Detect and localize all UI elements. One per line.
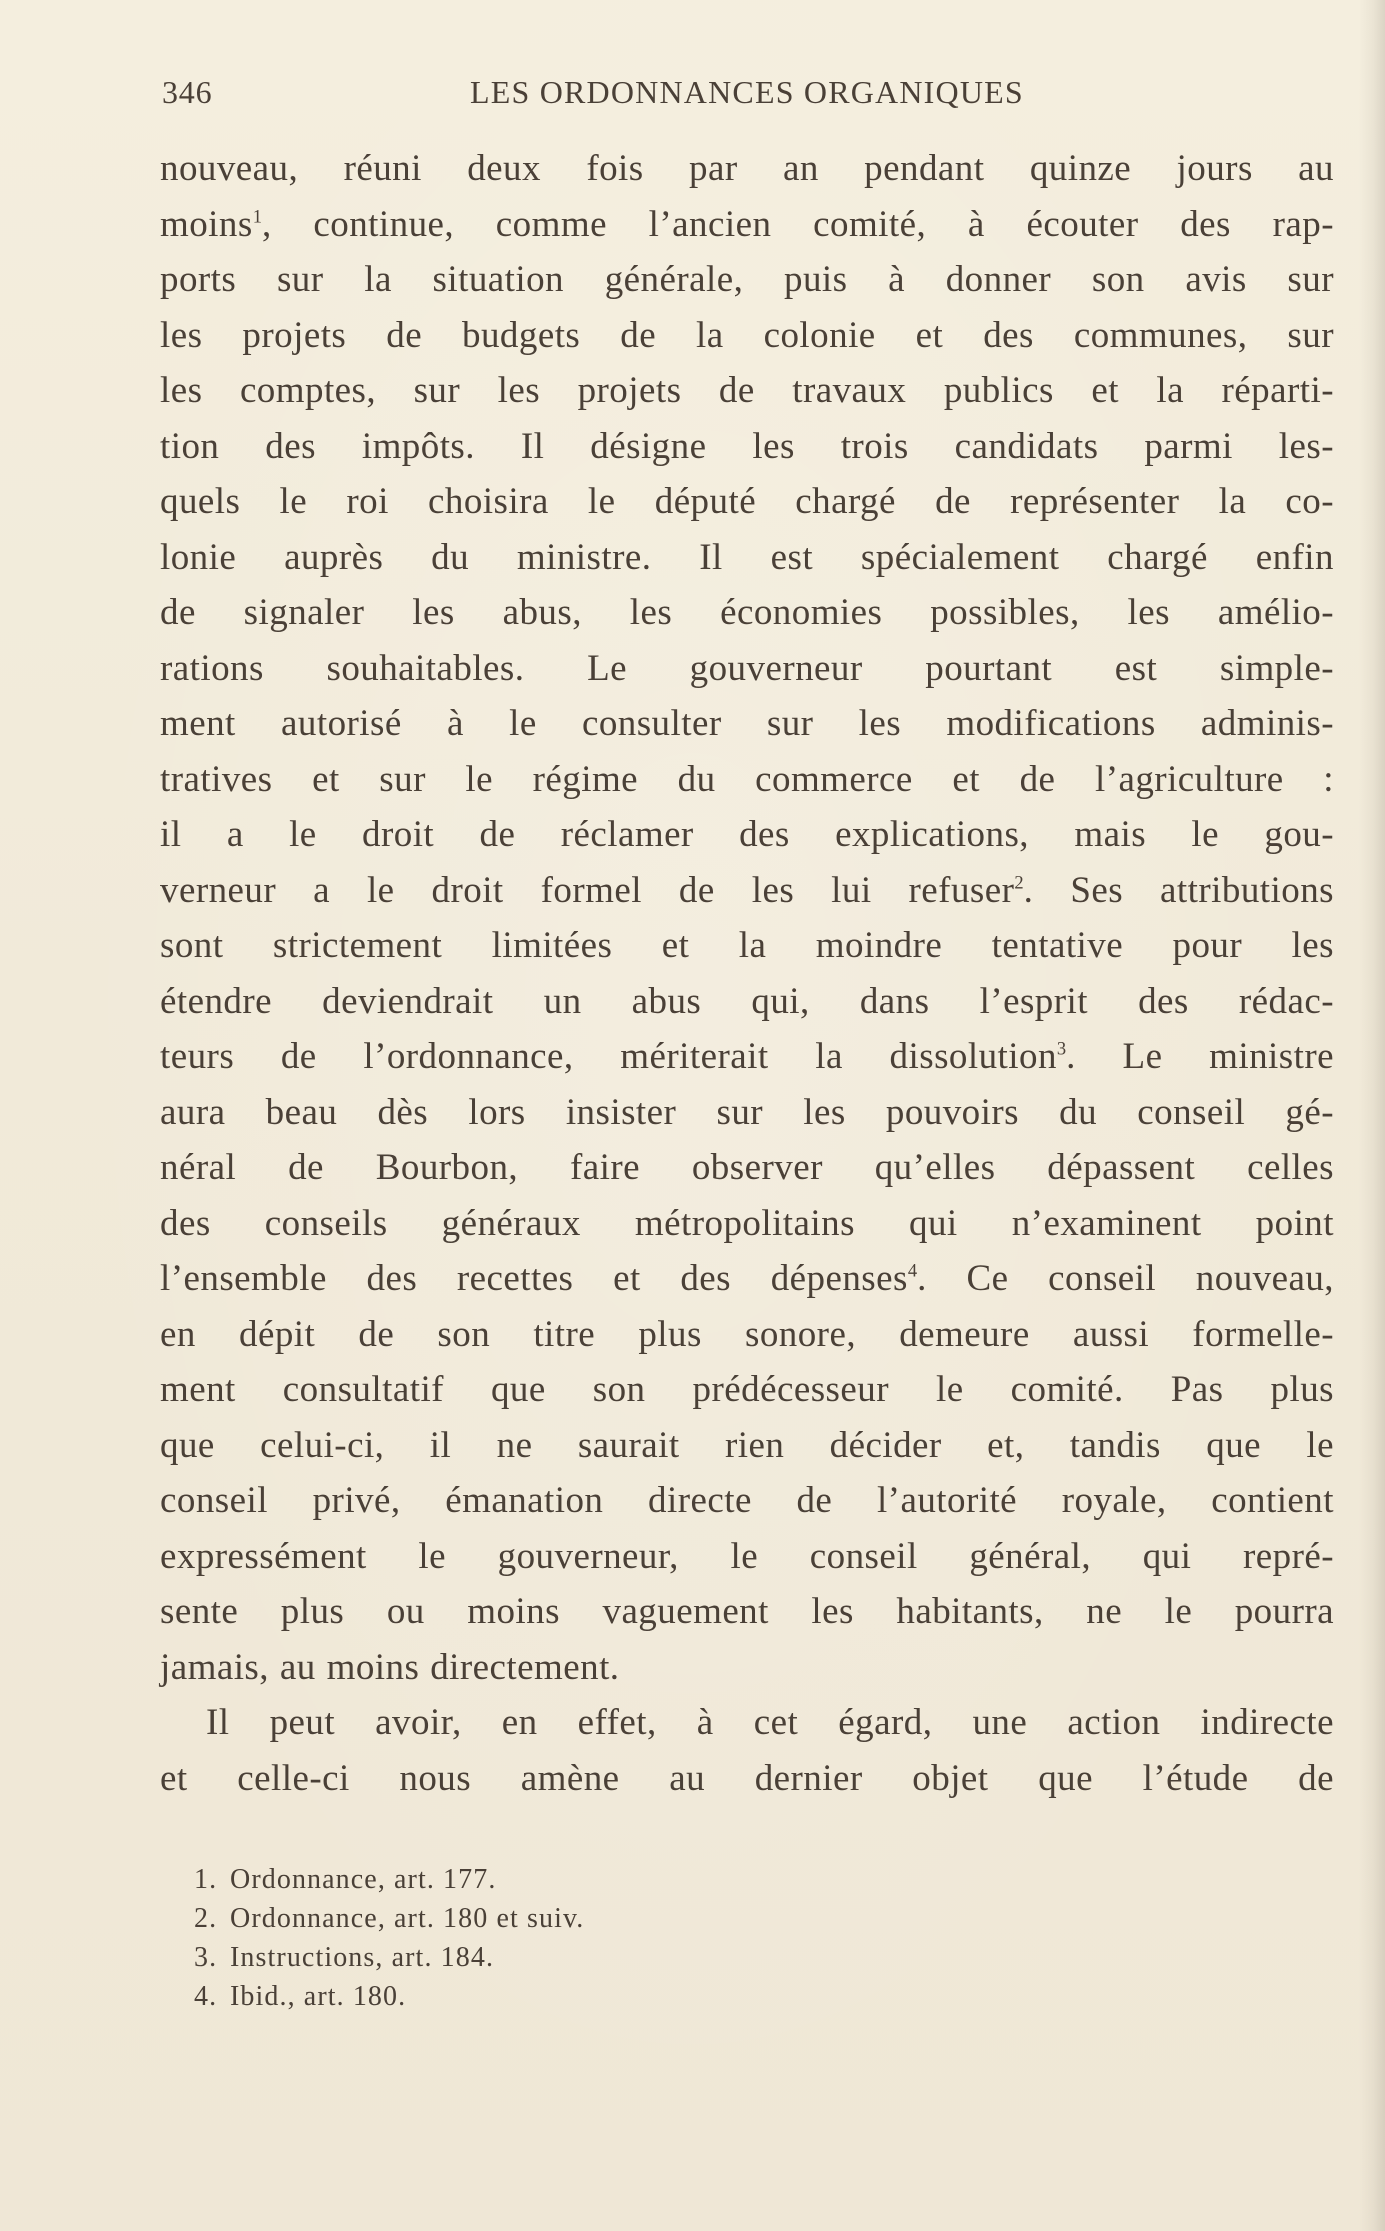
footnote-number: 4. bbox=[194, 1981, 218, 2012]
text-line: étendre deviendrait un abus qui, dans l’esprit des rédac- bbox=[160, 980, 1334, 1022]
text-line: ment consultatif que son prédécesseur le comité. Pas plus bbox=[160, 1369, 1334, 1410]
footnote-text: Ibid., art. 180. bbox=[230, 1981, 407, 2012]
text-fragment: l’ensemble des recettes et des dépenses bbox=[160, 1258, 908, 1299]
text-line bbox=[160, 1251, 1334, 1307]
text-line: tion des impôts. Il désigne les trois candidats parmi les- bbox=[160, 425, 1334, 467]
page-edge-shadow bbox=[1359, 0, 1385, 2231]
footnote bbox=[194, 1860, 994, 1899]
footnote-reference: 2 bbox=[1014, 873, 1024, 894]
main-text bbox=[160, 141, 1334, 1806]
text-fragment: , continue, comme l’ancien comité, à écouter des rap- bbox=[261, 203, 1334, 245]
text-fragment: . Ce conseil nouveau, bbox=[917, 1258, 1334, 1299]
footnote-number: 1. bbox=[194, 1864, 218, 1895]
text-line: expressément le gouverneur, le conseil général, qui repré- bbox=[160, 1535, 1334, 1577]
text-line: et celle-ci nous amène au dernier objet que l’étude de bbox=[160, 1757, 1334, 1799]
text-line: Il peut avoir, en effet, à cet égard, une action indirecte bbox=[206, 1702, 1334, 1743]
footnote-number: 2. bbox=[194, 1903, 218, 1934]
text-line: les comptes, sur les projets de travaux publics et la réparti- bbox=[160, 370, 1334, 411]
text-line bbox=[160, 863, 1334, 919]
text-fragment: teurs de l’ordonnance, mériterait la dissolution bbox=[160, 1036, 1057, 1077]
text-line: néral de Bourbon, faire observer qu’elles dépassent celles bbox=[160, 1147, 1334, 1188]
text-line: il a le droit de réclamer des explications, mais le gou- bbox=[160, 814, 1334, 855]
text-line: conseil privé, émanation directe de l’autorité royale, contient bbox=[160, 1480, 1334, 1521]
text-fragment: . Ses attributions bbox=[1023, 869, 1334, 911]
page-header bbox=[162, 74, 1336, 114]
text-line: en dépit de son titre plus sonore, demeure aussi formelle- bbox=[160, 1313, 1334, 1355]
text-line bbox=[160, 197, 1334, 253]
text-line: que celui-ci, il ne saurait rien décider et, tandis que le bbox=[160, 1424, 1334, 1466]
footnote-reference: 3 bbox=[1056, 1039, 1067, 1060]
footnote bbox=[194, 1899, 994, 1938]
text-line: rations souhaitables. Le gouverneur pourtant est simple- bbox=[160, 647, 1334, 689]
text-line bbox=[160, 1029, 1334, 1085]
text-fragment: moins bbox=[160, 203, 253, 245]
text-line: de signaler les abus, les économies possibles, les amélio- bbox=[160, 592, 1334, 633]
text-fragment: verneur a le droit formel de les lui refuser bbox=[160, 869, 1015, 911]
text-fragment: . Le ministre bbox=[1066, 1036, 1334, 1077]
text-line: quels le roi choisira le député chargé de représenter la co- bbox=[160, 481, 1334, 522]
footnote bbox=[194, 1938, 994, 1977]
text-line: sont strictement limitées et la moindre tentative pour les bbox=[160, 925, 1334, 966]
footnote-text: Ordonnance, art. 180 et suiv. bbox=[230, 1903, 585, 1934]
text-line: tratives et sur le régime du commerce et de l’agriculture : bbox=[160, 758, 1334, 800]
text-line: ports sur la situation générale, puis à donner son avis sur bbox=[160, 259, 1334, 300]
text-line: ment autorisé à le consulter sur les modifications adminis- bbox=[160, 703, 1334, 744]
text-line: les projets de budgets de la colonie et des communes, sur bbox=[160, 314, 1334, 356]
footnote bbox=[194, 1977, 994, 2016]
footnote-text: Ordonnance, art. 177. bbox=[230, 1864, 497, 1895]
running-title: LES ORDONNANCES ORGANIQUES bbox=[470, 74, 1024, 110]
text-line: lonie auprès du ministre. Il est spécialement chargé enfin bbox=[160, 536, 1334, 578]
footnote-reference: 4 bbox=[907, 1261, 918, 1282]
text-line: jamais, au moins directement. bbox=[160, 1646, 620, 1688]
footnote-reference: 1 bbox=[252, 207, 262, 228]
text-line: des conseils généraux métropolitains qui n’examinent point bbox=[160, 1202, 1334, 1244]
text-line: nouveau, réuni deux fois par an pendant quinze jours au bbox=[160, 148, 1334, 189]
page-number: 346 bbox=[162, 74, 213, 110]
text-line: aura beau dès lors insister sur les pouvoirs du conseil gé- bbox=[160, 1091, 1334, 1133]
footnotes bbox=[194, 1860, 994, 2016]
footnote-number: 3. bbox=[194, 1942, 218, 1973]
text-line: sente plus ou moins vaguement les habitants, ne le pourra bbox=[160, 1591, 1334, 1632]
footnote-text: Instructions, art. 184. bbox=[230, 1942, 495, 1973]
